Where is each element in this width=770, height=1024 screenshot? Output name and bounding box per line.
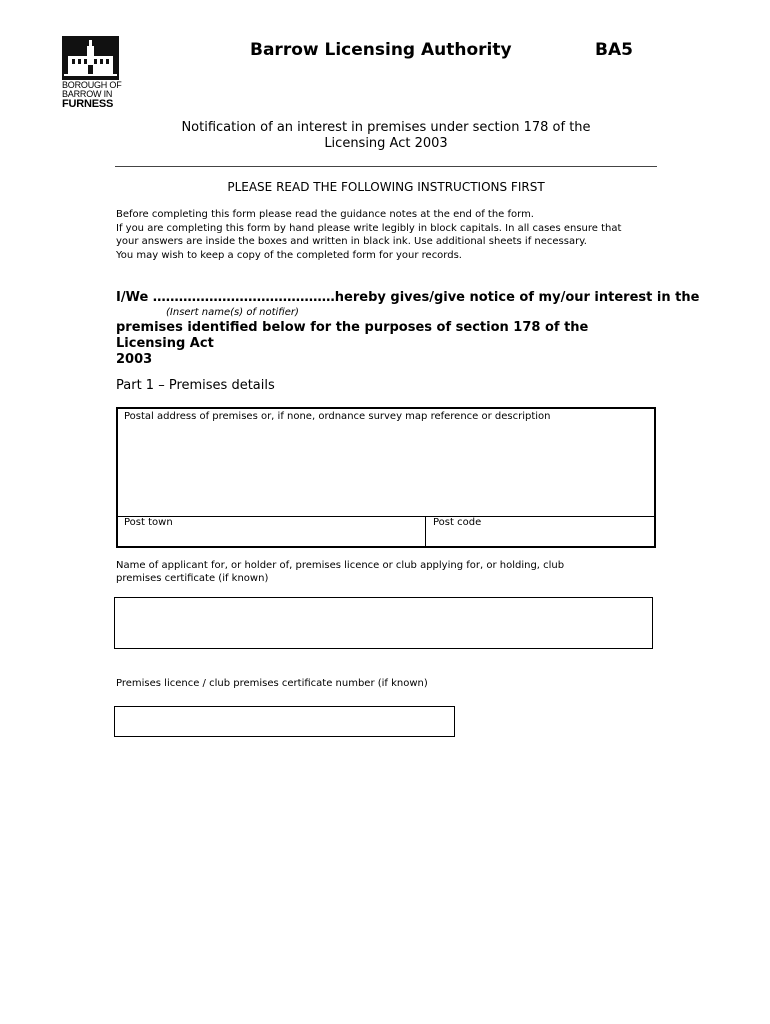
premises-address-field[interactable] bbox=[116, 407, 656, 548]
part1-heading: Part 1 – Premises details bbox=[116, 378, 275, 393]
document-title bbox=[116, 120, 656, 152]
applicant-name-field[interactable] bbox=[114, 597, 653, 649]
authority-title: Barrow Licensing Authority bbox=[250, 40, 512, 60]
notifier-name-hint: (Insert name(s) of notifier) bbox=[166, 307, 299, 318]
form-code: BA5 bbox=[595, 40, 633, 60]
instruction-line: If you are completing this form by hand please write legibly in block capitals. In all cases ensure that bbox=[116, 222, 622, 234]
divider bbox=[115, 166, 657, 167]
instructions-heading: PLEASE READ THE FOLLOWING INSTRUCTIONS FIRST bbox=[227, 180, 545, 194]
licence-number-label: Premises licence / club premises certificate number (if known) bbox=[116, 678, 428, 689]
applicant-name-label bbox=[116, 559, 636, 585]
instruction-line: Before completing this form please read the guidance notes at the end of the form. bbox=[116, 209, 534, 220]
applicant-label-line-2: premises certificate (if known) bbox=[116, 573, 269, 584]
notice-statement-line-1: I/We ……………………………………hereby gives/give notice of my/our interest in the bbox=[116, 290, 700, 305]
licence-number-field[interactable] bbox=[114, 706, 455, 737]
post-town-label: Post town bbox=[124, 517, 173, 528]
logo-line-1: BOROUGH OF bbox=[62, 80, 122, 90]
title-line-1: Notification of an interest in premises under section 178 of the bbox=[181, 120, 591, 135]
notice-statement-line-2: premises identified below for the purposes of section 178 of the Licensing Act bbox=[116, 320, 589, 351]
applicant-label-line-1: Name of applicant for, or holder of, premises licence or club applying for, or holding, club bbox=[116, 560, 565, 571]
instructions-text bbox=[116, 208, 661, 262]
town-hall-icon bbox=[62, 36, 119, 80]
logo-line-2: BARROW IN bbox=[62, 89, 113, 99]
council-logo bbox=[62, 36, 119, 80]
title-line-2: Licensing Act 2003 bbox=[324, 136, 448, 151]
instruction-line: You may wish to keep a copy of the completed form for your records. bbox=[116, 249, 462, 261]
cell-divider bbox=[425, 517, 426, 547]
post-code-label: Post code bbox=[433, 517, 482, 528]
notice-statement-line-3: 2003 bbox=[116, 352, 153, 367]
notice-statement-cont bbox=[116, 320, 656, 368]
town-postcode-row bbox=[118, 516, 654, 547]
postal-address-label: Postal address of premises or, if none, ordnance survey map reference or description bbox=[124, 411, 551, 422]
council-name bbox=[62, 81, 132, 110]
instruction-line: your answers are inside the boxes and written in black ink. Use additional sheets if necessary. bbox=[116, 236, 587, 247]
logo-line-3: FURNESS bbox=[62, 98, 114, 110]
